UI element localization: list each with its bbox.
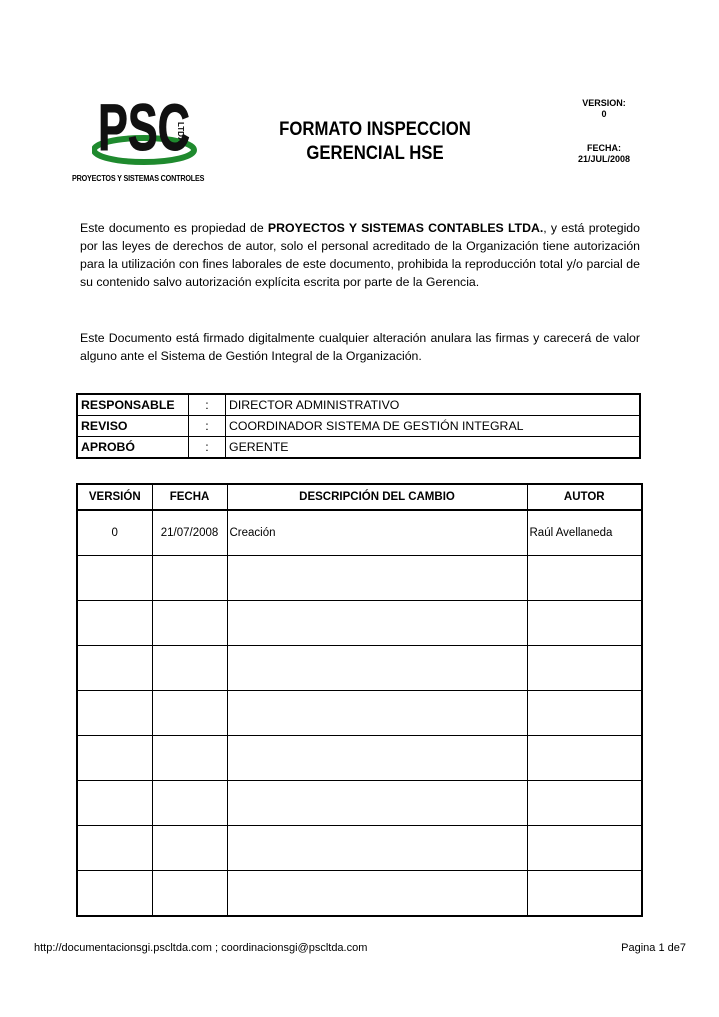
version-cell (77, 556, 152, 601)
col-header-date: FECHA (152, 484, 227, 510)
separator: : (189, 416, 226, 437)
logo-sub: LTDA (176, 122, 185, 143)
version-cell (77, 736, 152, 781)
reviewer-value: COORDINADOR SISTEMA DE GESTIÓN INTEGRAL (226, 416, 641, 437)
version-cell (77, 601, 152, 646)
author-cell (527, 736, 642, 781)
description-cell (227, 781, 527, 826)
author-cell: Raúl Avellaneda (527, 510, 642, 556)
table-row (77, 736, 642, 781)
author-cell (527, 781, 642, 826)
description-cell (227, 601, 527, 646)
date-cell (152, 646, 227, 691)
version-cell (77, 871, 152, 917)
approver-label: APROBÓ (77, 437, 189, 459)
signature-notice: Este Documento está firmado digitalmente cualquier alteración anulara las firmas y carecerá de valor alguno ante el Sistema de Gestión Integral de la Organización. (80, 331, 640, 363)
document-title (256, 118, 494, 166)
table-row (77, 556, 642, 601)
page-number: Pagina 1 de7 (621, 942, 686, 954)
table-row (77, 394, 640, 416)
table-row (77, 510, 642, 556)
table-row (77, 691, 642, 736)
date-cell (152, 826, 227, 871)
responsibles-table (76, 393, 641, 459)
para1-end: , y está protegido por las leyes de derechos de autor, solo el personal acreditado de la Organización tiene autorización para la utilización con fines laborales de este documento, prohibida la reproducción total y/o parcial de su contenido salvo autorización explícita escrita por parte de la Gerencia. (80, 221, 640, 289)
date-cell (152, 556, 227, 601)
version-value: 0 (601, 109, 607, 119)
separator: : (189, 437, 226, 459)
responsible-value: DIRECTOR ADMINISTRATIVO (226, 394, 641, 416)
description-cell (227, 736, 527, 781)
version-cell: 0 (77, 510, 152, 556)
date-cell: 21/07/2008 (152, 510, 227, 556)
author-cell (527, 646, 642, 691)
author-cell (527, 826, 642, 871)
author-cell (527, 556, 642, 601)
para1-start: Este documento es propiedad de (80, 221, 268, 235)
date-cell (152, 871, 227, 917)
author-cell (527, 601, 642, 646)
ownership-notice (80, 219, 640, 291)
separator: : (189, 394, 226, 416)
version-label: VERSION: (582, 98, 626, 108)
version-cell (77, 646, 152, 691)
date-block (560, 143, 648, 165)
date-value: 21/JUL/2008 (577, 154, 631, 164)
col-header-version: VERSIÓN (77, 484, 152, 510)
psc-logo-icon (92, 88, 202, 168)
description-cell (227, 646, 527, 691)
logo-caption: PROYECTOS Y SISTEMAS CONTROLES (72, 174, 205, 183)
date-cell (152, 781, 227, 826)
change-rows (77, 510, 642, 916)
col-header-description: DESCRIPCIÓN DEL CAMBIO (227, 484, 527, 510)
version-cell (77, 826, 152, 871)
title-line-2: GERENCIAL HSE (306, 143, 444, 164)
change-history-table (76, 483, 643, 917)
reviewer-label: REVISO (77, 416, 189, 437)
version-block (560, 98, 648, 120)
table-row (77, 781, 642, 826)
description-cell (227, 556, 527, 601)
table-row (77, 871, 642, 917)
version-cell (77, 691, 152, 736)
footer-links: http://documentacionsgi.pscltda.com ; coordinacionsgi@pscltda.com (34, 942, 368, 954)
description-cell (227, 691, 527, 736)
table-row (77, 437, 640, 459)
table-row (77, 416, 640, 437)
responsible-label: RESPONSABLE (77, 394, 189, 416)
date-cell (152, 691, 227, 736)
table-row (77, 646, 642, 691)
logo-letters: PSC (98, 90, 190, 164)
date-label: FECHA: (587, 143, 621, 153)
approver-value: GERENTE (226, 437, 641, 459)
col-header-author: AUTOR (527, 484, 642, 510)
description-cell (227, 826, 527, 871)
description-cell: Creación (227, 510, 527, 556)
company-logo (72, 88, 205, 188)
author-cell (527, 871, 642, 917)
date-cell (152, 736, 227, 781)
author-cell (527, 691, 642, 736)
table-row (77, 826, 642, 871)
date-cell (152, 601, 227, 646)
company-name: PROYECTOS Y SISTEMAS CONTABLES LTDA. (267, 221, 544, 235)
title-line-1: FORMATO INSPECCION (279, 119, 471, 140)
version-cell (77, 781, 152, 826)
table-row (77, 601, 642, 646)
description-cell (227, 871, 527, 917)
table-header-row (77, 484, 642, 510)
